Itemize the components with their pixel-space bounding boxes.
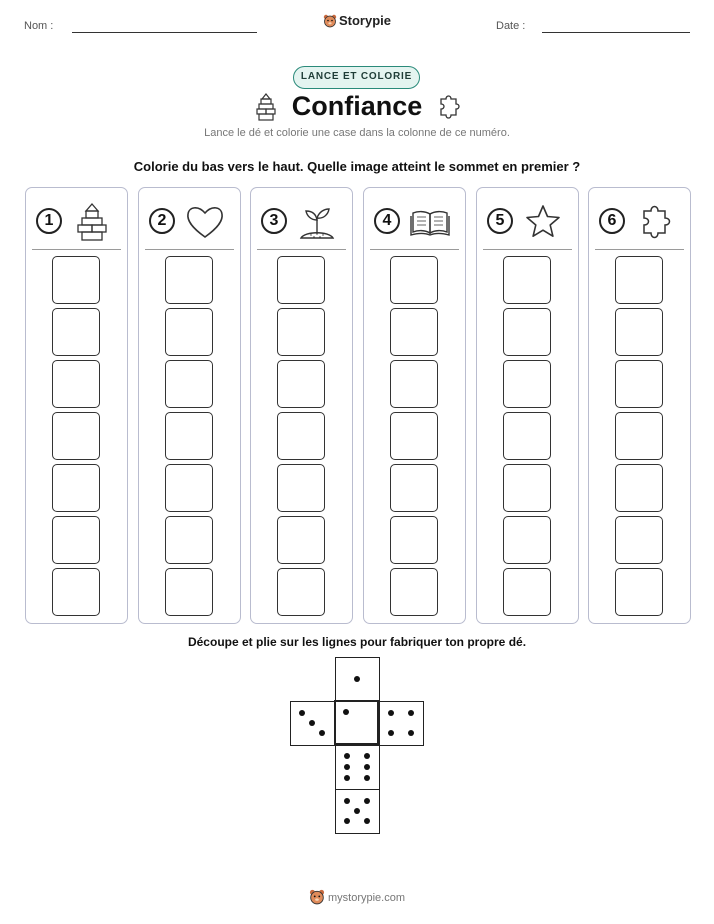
brand-name: Storypie [338,13,391,28]
column-divider [370,249,459,250]
pip [354,676,360,682]
die-face-top [335,657,380,702]
pip [364,798,370,804]
column-number: 5 [487,208,513,234]
column-header [149,202,229,242]
color-cell[interactable] [503,412,551,460]
color-cell[interactable] [52,256,100,304]
column-divider [483,249,572,250]
blocks-tower-icon [72,202,112,242]
color-cell[interactable] [277,516,325,564]
column-header [36,202,116,242]
pip [364,753,370,759]
color-cell[interactable] [503,568,551,616]
pip [354,808,360,814]
color-cell[interactable] [277,360,325,408]
color-cell[interactable] [165,464,213,512]
pip [309,720,315,726]
column-6 [588,187,691,624]
die-face-lower [335,745,380,790]
page-title: Confiance [291,91,423,121]
pip [364,775,370,781]
column-2 [138,187,241,624]
column-header [261,202,341,242]
color-cell[interactable] [503,360,551,408]
die-face-bottom [335,789,380,834]
column-header [487,202,567,242]
color-cell[interactable] [503,256,551,304]
pip [388,710,394,716]
color-cell[interactable] [390,516,438,564]
column-number: 3 [261,208,287,234]
column-header [374,202,454,242]
cut-instruction: Découpe et plie sur les lignes pour fabriquer ton propre dé. [187,635,527,649]
page-subtitle: Lance le dé et colorie une case dans la colonne de ce numéro. [204,127,510,139]
pip [408,730,414,736]
color-cell[interactable] [165,412,213,460]
die-face-center [334,700,379,745]
die-face-left [290,701,335,746]
color-cell[interactable] [165,360,213,408]
color-cell[interactable] [390,256,438,304]
pip [344,798,350,804]
color-cell[interactable] [615,464,663,512]
column-number: 6 [599,208,625,234]
column-divider [595,249,684,250]
color-cell[interactable] [503,308,551,356]
pip [299,710,305,716]
column-3 [250,187,353,624]
name-line[interactable] [72,32,257,33]
bear-logo-icon [323,14,337,28]
column-number: 1 [36,208,62,234]
color-cell[interactable] [52,360,100,408]
color-cell[interactable] [52,412,100,460]
column-5 [476,187,579,624]
column-4 [363,187,466,624]
star-icon [523,202,563,242]
column-number: 2 [149,208,175,234]
color-cell[interactable] [615,568,663,616]
open-book-icon [410,202,450,242]
color-cell[interactable] [615,412,663,460]
pip [319,730,325,736]
column-divider [257,249,346,250]
color-cell[interactable] [615,256,663,304]
name-label: Nom : [24,20,54,32]
color-cell[interactable] [615,308,663,356]
pip [408,710,414,716]
color-cell[interactable] [52,308,100,356]
pip [364,764,370,770]
column-divider [145,249,234,250]
color-cell[interactable] [277,464,325,512]
heart-icon [185,202,225,242]
color-cell[interactable] [615,516,663,564]
puzzle-piece-icon [436,92,462,122]
color-cell[interactable] [503,464,551,512]
date-line[interactable] [542,32,690,33]
color-cell[interactable] [503,516,551,564]
footer-link[interactable]: mystorypie.com [327,892,406,904]
color-cell[interactable] [52,516,100,564]
brand-logo [0,13,714,28]
pip [344,818,350,824]
color-cell[interactable] [52,464,100,512]
color-cell[interactable] [390,464,438,512]
puzzle-piece-icon [635,202,675,242]
pip [344,775,350,781]
pip [344,753,350,759]
column-header [599,202,679,242]
pip [344,764,350,770]
color-cell[interactable] [165,308,213,356]
color-cell[interactable] [390,308,438,356]
pip [388,730,394,736]
footer [0,889,714,905]
color-cell[interactable] [615,360,663,408]
instruction-text: Colorie du bas vers le haut. Quelle image atteint le sommet en premier ? [133,159,581,174]
pip [364,818,370,824]
color-cell[interactable] [165,256,213,304]
die-face-right [379,701,424,746]
color-cell[interactable] [165,568,213,616]
activity-badge: LANCE ET COLORIE [293,66,420,89]
color-cell[interactable] [277,568,325,616]
color-cell[interactable] [390,568,438,616]
color-cell[interactable] [52,568,100,616]
column-1 [25,187,128,624]
color-cell[interactable] [277,308,325,356]
pip [343,709,349,715]
column-divider [32,249,121,250]
date-label: Date : [496,20,526,32]
color-cell[interactable] [390,412,438,460]
color-cell[interactable] [165,516,213,564]
sprout-icon [297,202,337,242]
color-cell[interactable] [390,360,438,408]
column-number: 4 [374,208,400,234]
color-cell[interactable] [277,256,325,304]
bear-logo-icon [309,889,325,905]
color-cell[interactable] [277,412,325,460]
